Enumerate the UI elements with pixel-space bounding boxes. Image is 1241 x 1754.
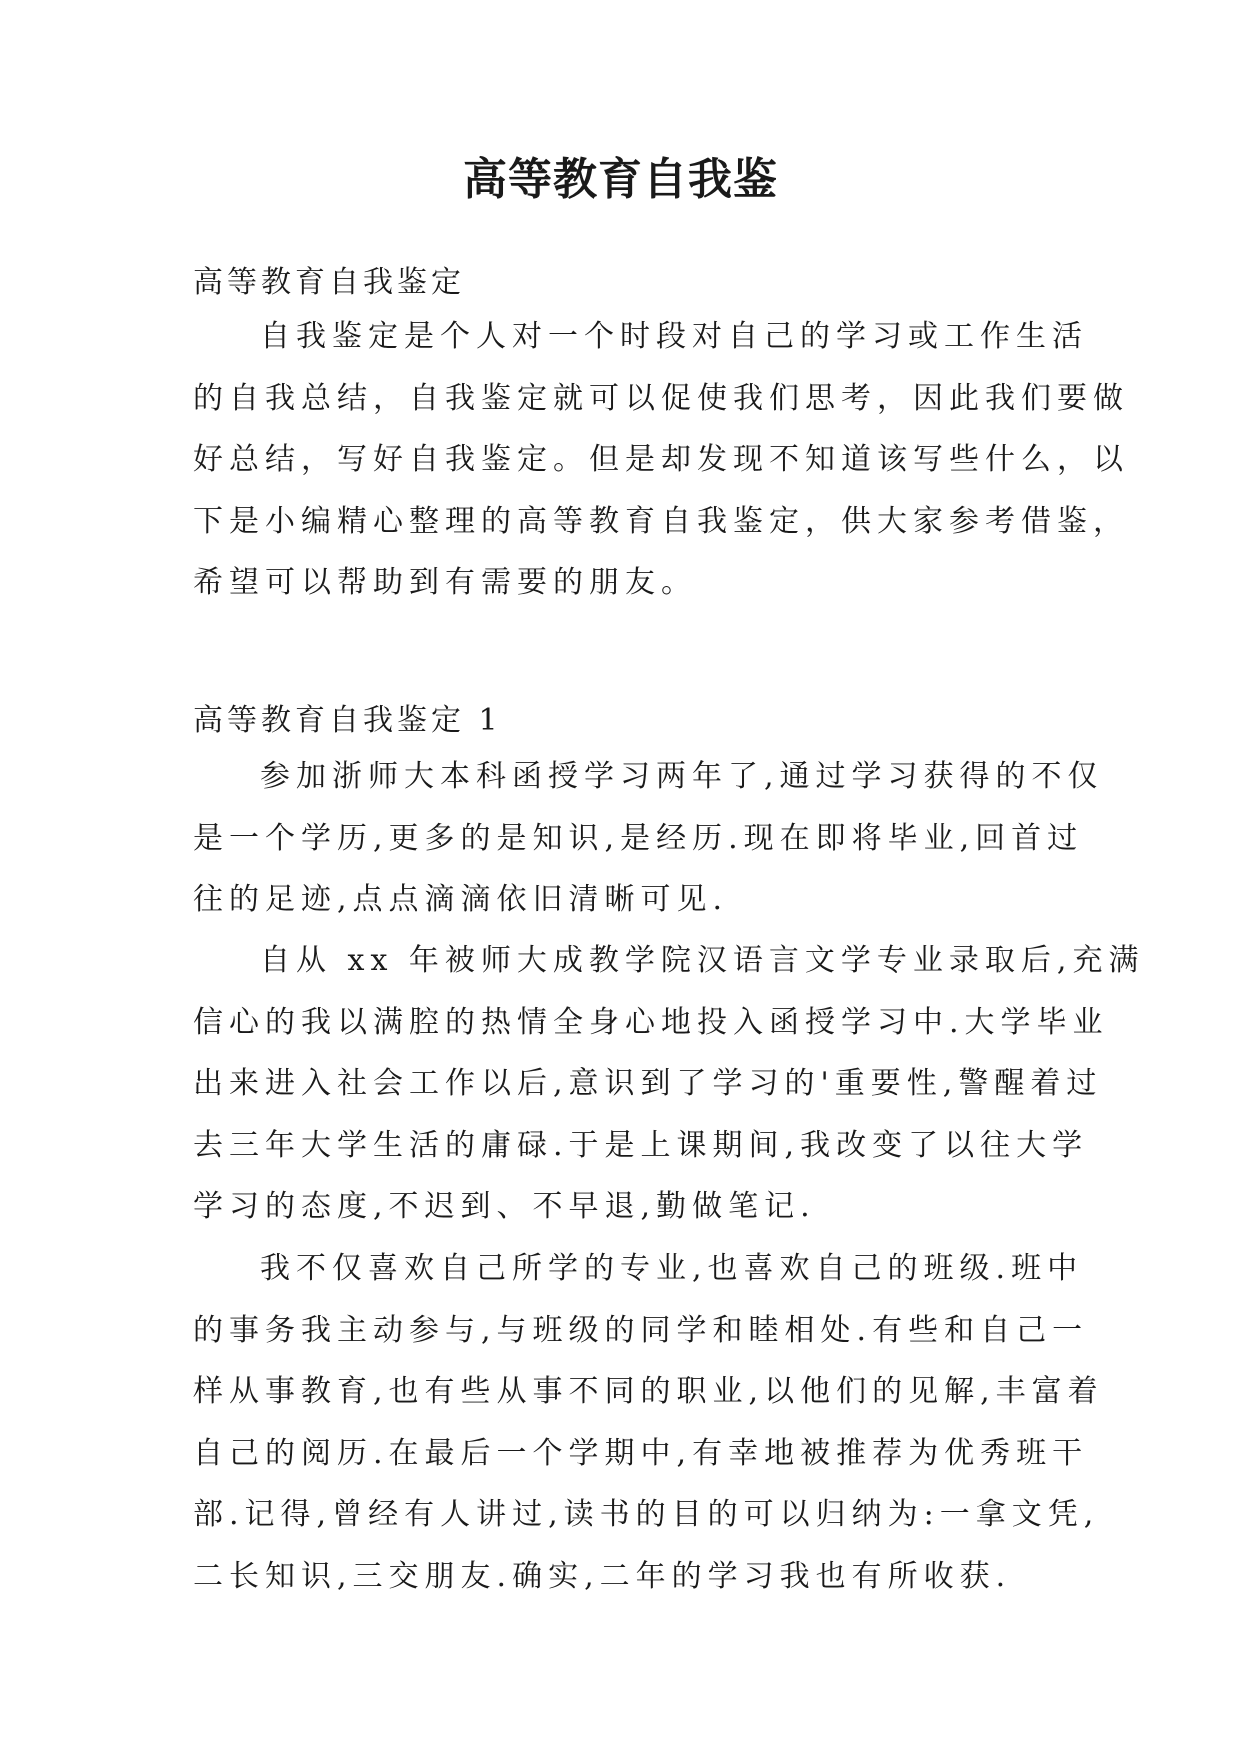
section1-paragraph-1 (193, 746, 1104, 931)
paragraph-line: 自我鉴定是个人对一个时段对自己的学习或工作生活 (260, 319, 1088, 354)
intro-heading: 高等教育自我鉴定 (193, 265, 465, 300)
paragraph-line: 二长知识,三交朋友.确实,二年的学习我也有所收获. (193, 1558, 1012, 1594)
paragraph-line: 样从事教育,也有些从事不同的职业,以他们的见解,丰富着 (193, 1374, 1104, 1409)
document-title: 高等教育自我鉴 (463, 154, 778, 205)
paragraph-line: 希望可以帮助到有需要的朋友。 (193, 565, 697, 600)
intro-paragraph (193, 306, 1129, 614)
section1-paragraph-2 (193, 930, 1145, 1238)
paragraph-line: 去三年大学生活的庸碌.于是上课期间,我改变了以往大学 (193, 1127, 1089, 1163)
paragraph-line: 下是小编精心整理的高等教育自我鉴定，供大家参考借鉴， (193, 503, 1129, 539)
section1-heading: 高等教育自我鉴定 1 (193, 703, 502, 738)
paragraph-line: 是一个学历,更多的是知识,是经历.现在即将毕业,回首过 (193, 820, 1084, 856)
section1 (193, 690, 1073, 752)
paragraph-line: 好总结，写好自我鉴定。但是却发现不知道该写些什么，以 (193, 442, 1129, 477)
paragraph-line: 信心的我以满腔的热情全身心地投入函授学习中.大学毕业 (193, 1004, 1109, 1040)
paragraph-line: 自己的阅历.在最后一个学期中,有幸地被推荐为优秀班干 (193, 1435, 1089, 1471)
paragraph-line: 我不仅喜欢自己所学的专业,也喜欢自己的班级.班中 (260, 1251, 1084, 1286)
paragraph-line: 的自我总结，自我鉴定就可以促使我们思考，因此我们要做 (193, 380, 1129, 416)
paragraph-line: 往的足迹,点点滴滴依旧清晰可见. (193, 882, 729, 917)
paragraph-line: 自从 xx 年被师大成教学院汉语言文学专业录取后,充满 (260, 943, 1145, 978)
intro-section (193, 252, 1073, 314)
paragraph-line: 参加浙师大本科函授学习两年了,通过学习获得的不仅 (260, 759, 1104, 794)
paragraph-line: 学习的态度,不迟到、不早退,勤做笔记. (193, 1189, 816, 1224)
paragraph-line: 部.记得,曾经有人讲过,读书的目的可以归纳为:一拿文凭, (193, 1497, 1100, 1532)
section1-paragraph-3 (193, 1238, 1104, 1607)
paragraph-line: 的事务我主动参与,与班级的同学和睦相处.有些和自己一 (193, 1312, 1089, 1348)
paragraph-line: 出来进入社会工作以后,意识到了学习的'重要性,警醒着过 (193, 1066, 1103, 1101)
